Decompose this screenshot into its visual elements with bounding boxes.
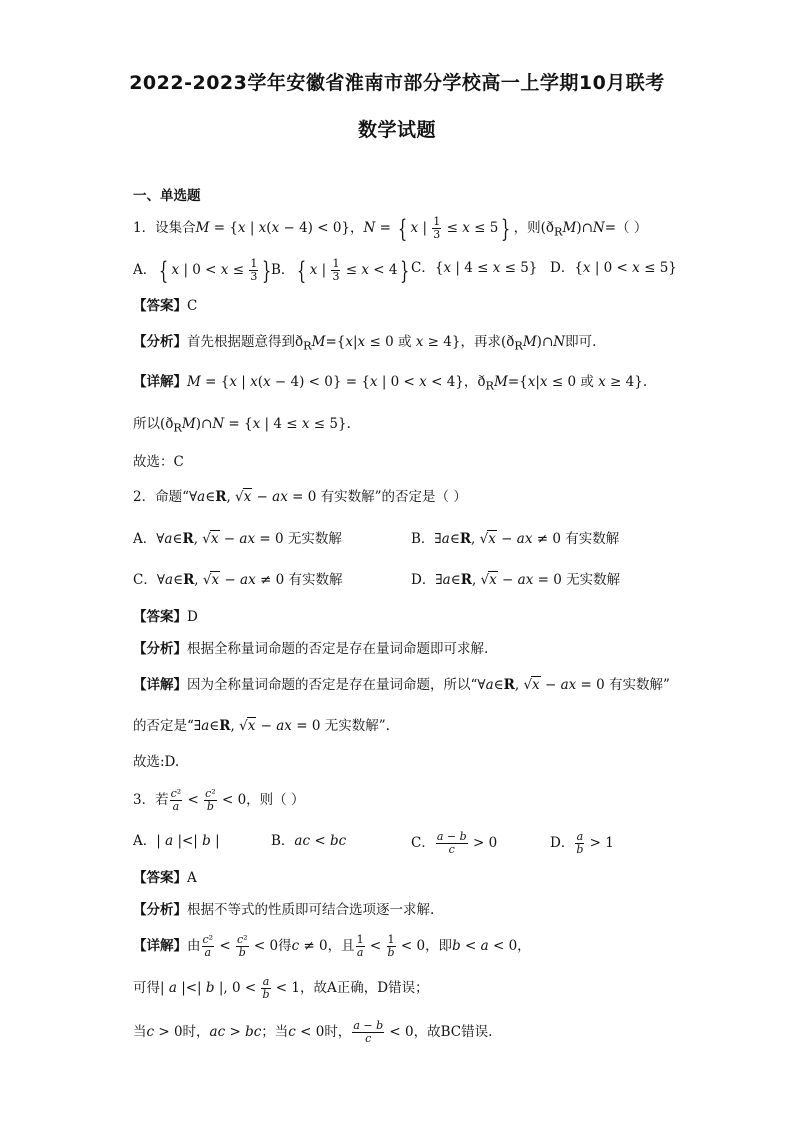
q2-option-c: C．∀a∈R, √x − ax ≠ 0 有实数解 (133, 572, 343, 588)
page-subtitle: 数学试题 (357, 119, 436, 141)
q2-detail-2: 的否定是“∃a∈R, √x − ax = 0 无实数解”. (133, 718, 390, 734)
q1-stem: 1．设集合M = {x | x(x − 4) < 0}，N = { x | $\frac{1}{3}$ ≤ x ≤ 5 } ，则$(ð_RM)\cap N=$（ ） (133, 214, 648, 243)
q2-option-b: B．∃a∈R, √x − ax ≠ 0 有实数解 (411, 531, 620, 547)
q2-analysis: 【分析】根据全称量词命题的否定是存在量词命题即可求解. (133, 641, 489, 657)
q3-option-d: D． $\frac{a}{b}$ > 1 (550, 830, 614, 856)
q2-stem: 2．命题“∀a∈R, √x − ax = 0 有实数解”的否定是（ ） (133, 489, 467, 505)
q3-detail-3: 当c > 0时，ac > bc；当c < 0时， $\frac{a - b}{c}$ < 0，故BC错误. (133, 1019, 493, 1045)
q3-option-b: B．ac < bc (271, 833, 347, 849)
q2-final: 故选:D. (133, 754, 180, 770)
q1-analysis: 【分析】首先根据题意得到$ð_RM=\{x|x \le 0$ 或 x ≥ 4}，再求$(ð_RM)\cap N$即可. (133, 334, 597, 353)
q3-answer: 【答案】A (133, 870, 197, 886)
q2-option-a: A．∀a∈R, √x − ax = 0 无实数解 (133, 531, 342, 547)
q1-conclusion: 所以$(ð_RM)\cap N = \{x$ | 4 ≤ x ≤ 5}. (133, 416, 351, 435)
q1-option-b: B． { x | $\frac{1}{3}$ ≤ x < 4 } (271, 256, 410, 285)
q2-answer: 【答案】D (133, 609, 198, 625)
q1-answer: 【答案】C (133, 298, 198, 314)
q1-final: 故选：C (133, 454, 184, 470)
q1-option-c: C．{x | 4 ≤ x ≤ 5} (411, 260, 538, 276)
q3-option-a: A．| a |<| b | (133, 833, 220, 849)
q3-analysis: 【分析】根据不等式的性质即可结合选项逐一求解. (133, 902, 435, 918)
q1-detail: 【详解】M = {x | x(x − 4) < 0} = {x | 0 < x < 4}，$ð_RM=\{x|x \le 0$ 或 x ≥ 4}. (133, 374, 648, 393)
q1-option-a: A． { x | 0 < x ≤ $\frac{1}{3}$ } (133, 256, 272, 285)
q3-stem: 3．若 $\frac{\text{c²}}{a}$ < $\frac{\text{c²}}{b}$ < 0，则（ ） (133, 787, 305, 813)
q2-option-d: D．∃a∈R, √x − ax = 0 无实数解 (411, 572, 621, 588)
q3-detail: 【详解】由 $\frac{\text{c²}}{a}$ < $\frac{\text{c²}}{b}$ < 0得c ≠ 0，且 $\frac{1}{a}$ < $\frac{1}{b}$ < 0，即b < a < 0， (133, 933, 531, 959)
q1-option-d: D．{x | 0 < x ≤ 5} (550, 260, 677, 276)
q3-option-c: C． $\frac{a - b}{c}$ > 0 (411, 830, 498, 856)
q3-detail-2: 可得| a |<| b |, 0 < $\frac{a}{b}$ < 1，故A正确，D错误； (133, 975, 429, 1001)
section-heading: 一、单选题 (133, 188, 201, 204)
page-title: 2022-2023学年安徽省淮南市部分学校高一上学期10月联考 (129, 72, 665, 94)
q2-detail: 【详解】因为全称量词命题的否定是存在量词命题，所以“∀a∈R, √x − ax = 0 有实数解” (133, 677, 670, 693)
